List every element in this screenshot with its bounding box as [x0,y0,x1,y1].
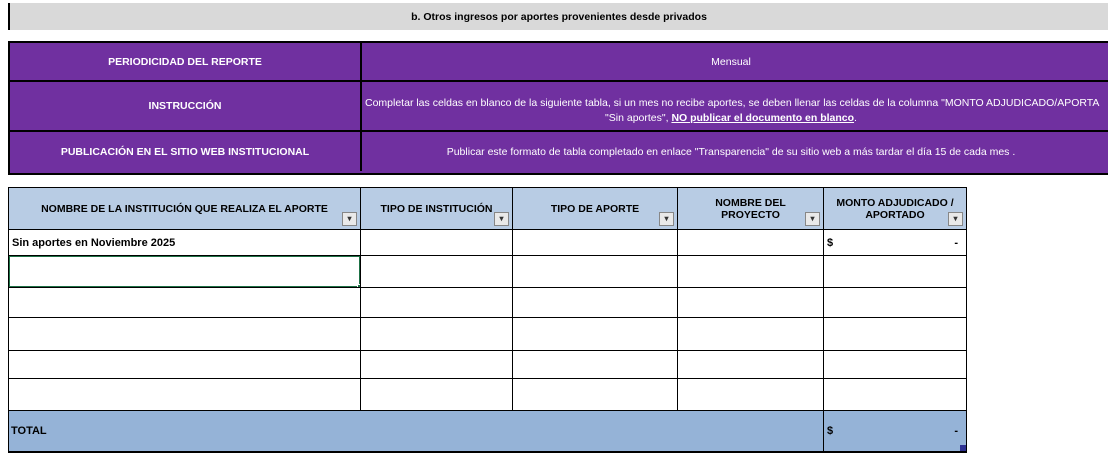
table-row [9,256,967,288]
column-header-nombre-institucion[interactable] [9,188,361,230]
cell-nombre-proyecto[interactable] [678,379,824,411]
column-header-tipo-institucion-text: TIPO DE INSTITUCIÓN [380,202,493,215]
aportes-table [8,187,967,453]
cell-monto[interactable] [824,379,967,411]
cell-monto[interactable] [824,230,967,256]
monto-value: - [954,236,958,249]
cell-tipo-institucion[interactable] [361,230,513,256]
filter-dropdown-icon[interactable]: ▾ [659,212,674,226]
total-accounting-value [824,425,966,437]
column-header-monto[interactable] [824,188,967,230]
total-label-cell[interactable]: TOTAL [9,411,824,452]
column-header-nombre-proyecto-text: NOMBRE DEL PROYECTO [715,196,786,221]
total-row [9,411,967,452]
cell-nombre-proyecto[interactable] [678,288,824,318]
cell-tipo-aporte[interactable] [513,379,678,411]
info-panel [8,41,1108,175]
total-monto-cell[interactable] [824,411,967,452]
cell-nombre-institucion[interactable] [9,351,361,379]
cell-corner-mark [960,445,966,451]
total-monto-value: - [954,424,958,437]
info-value-periodicidad-text: Mensual [711,55,751,68]
filter-dropdown-icon[interactable]: ▾ [494,212,509,226]
table-row [9,230,967,256]
filter-dropdown-icon[interactable]: ▾ [342,212,357,226]
selected-cell[interactable] [9,256,361,288]
info-row-publicacion [10,132,1108,171]
column-header-tipo-institucion[interactable] [361,188,513,230]
cell-tipo-aporte[interactable] [513,318,678,351]
currency-symbol: $ [827,236,834,249]
info-row-periodicidad [10,43,1108,82]
column-header-tipo-aporte-text: TIPO DE APORTE [550,202,640,215]
info-label-periodicidad-text: PERIODICIDAD DEL REPORTE [108,55,262,68]
cell-tipo-institucion[interactable] [361,379,513,411]
cell-nombre-institucion[interactable] [9,379,361,411]
cell-nombre-proyecto[interactable] [678,230,824,256]
column-header-tipo-aporte[interactable] [513,188,678,230]
filter-dropdown-icon[interactable]: ▾ [805,212,820,226]
info-label-publicacion-text: PUBLICACIÓN EN EL SITIO WEB INSTITUCIONAL [60,145,310,158]
cell-monto[interactable] [824,318,967,351]
column-header-nombre-institucion-text: NOMBRE DE LA INSTITUCIÓN QUE REALIZA EL APORTE [41,202,328,215]
instruction-line2-prefix: "Sin aportes", [605,111,672,124]
fill-handle[interactable] [357,284,361,288]
cell-tipo-aporte[interactable] [513,288,678,318]
instruction-text [362,87,1108,126]
info-value-instruccion[interactable] [362,82,1108,130]
table-row [9,351,967,379]
table-row [9,379,967,411]
instruction-line2-suffix: . [854,111,857,124]
cell-nombre-institucion[interactable] [9,288,361,318]
table-row [9,288,967,318]
info-label-periodicidad[interactable] [10,43,362,80]
info-row-instruccion [10,82,1108,132]
cell-tipo-aporte[interactable] [513,230,678,256]
info-label-instruccion-text: INSTRUCCIÓN [148,100,222,112]
cell-nombre-proyecto[interactable] [678,256,824,288]
column-header-monto-text: MONTO ADJUDICADO / APORTADO [836,196,954,221]
monto-accounting-value [824,237,966,249]
section-title: b. Otros ingresos por aportes provenientes desde privados [411,10,707,23]
cell-tipo-institucion[interactable] [361,351,513,379]
header-row [9,188,967,230]
cell-monto[interactable] [824,288,967,318]
info-label-publicacion[interactable] [10,132,362,171]
cell-monto[interactable] [824,351,967,379]
instruction-line2 [362,111,1100,126]
cell-nombre-institucion[interactable]: Sin aportes en Noviembre 2025 [9,230,361,256]
info-value-periodicidad[interactable] [362,43,1108,80]
table-row [9,318,967,351]
cell-tipo-aporte[interactable] [513,256,678,288]
cell-tipo-institucion[interactable] [361,318,513,351]
cell-tipo-institucion[interactable] [361,288,513,318]
currency-symbol: $ [827,424,834,437]
section-title-bar [8,3,1108,30]
cell-tipo-institucion[interactable] [361,256,513,288]
filter-dropdown-icon[interactable]: ▾ [948,212,963,226]
info-value-publicacion[interactable] [362,132,1108,171]
cell-tipo-aporte[interactable] [513,351,678,379]
column-header-nombre-proyecto[interactable] [678,188,824,230]
cell-monto[interactable] [824,256,967,288]
cell-nombre-institucion[interactable] [9,318,361,351]
cell-nombre-proyecto[interactable] [678,318,824,351]
info-value-publicacion-text: Publicar este formato de tabla completado en enlace "Transparencia" de su sitio web a más tardar el día 15 de cada mes . [446,145,1016,158]
info-label-instruccion[interactable] [10,82,362,130]
instruction-line1: Completar las celdas en blanco de la siguiente tabla, si un mes no recibe aportes, se deben llenar las celdas de la columna "MONTO ADJUDICADO/APORTA [365,96,1100,109]
instruction-line2-emphasis: NO publicar el documento en blanco [671,111,855,124]
cell-nombre-proyecto[interactable] [678,351,824,379]
